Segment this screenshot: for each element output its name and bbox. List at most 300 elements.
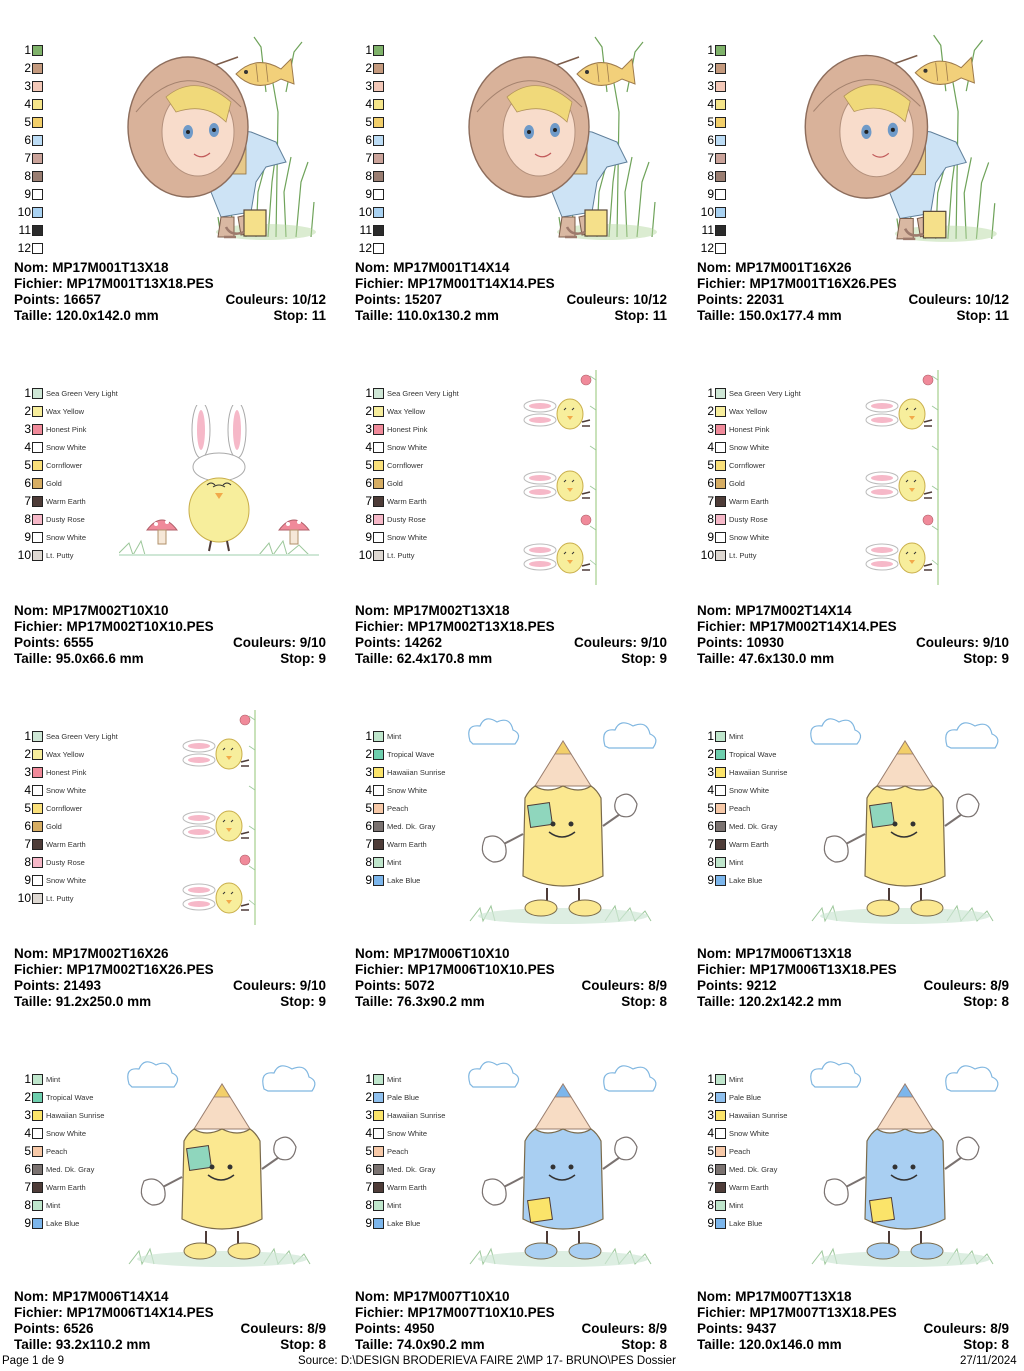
palette-entry xyxy=(14,1124,104,1142)
palette-entry xyxy=(14,77,43,95)
palette-number: 3 xyxy=(24,765,31,779)
palette-number: 1 xyxy=(365,43,372,57)
palette-number: 4 xyxy=(365,440,372,454)
stitch-count: 14262 xyxy=(404,635,443,650)
palette-entry xyxy=(697,95,726,113)
thread-name: Warm Earth xyxy=(387,496,427,506)
palette-entry xyxy=(14,167,43,185)
palette-number: 9 xyxy=(24,873,31,887)
palette-entry xyxy=(697,528,801,546)
color-swatch xyxy=(32,731,43,742)
palette-entry xyxy=(697,1106,787,1124)
design-card xyxy=(14,1051,336,1371)
palette-entry xyxy=(355,492,459,510)
palette-number: 11 xyxy=(701,223,714,237)
design-card xyxy=(355,708,677,1028)
color-swatch xyxy=(715,406,726,417)
design-size: 110.0x130.2 mm xyxy=(396,308,499,323)
palette-number: 7 xyxy=(707,494,714,508)
thread-name: Honest Pink xyxy=(729,424,770,434)
info-row-fichier xyxy=(355,962,667,978)
stop-count: 8 xyxy=(659,1337,667,1352)
palette-entry xyxy=(14,1070,104,1088)
design-name: MP17M002T14X14 xyxy=(735,603,852,618)
color-swatch xyxy=(373,1092,384,1103)
design-name: MP17M002T16X26 xyxy=(52,946,169,961)
design-name: MP17M001T16X26 xyxy=(735,260,852,275)
fichier-label: Fichier: xyxy=(697,1305,750,1320)
info-row-points xyxy=(697,978,1009,994)
color-swatch xyxy=(715,803,726,814)
color-swatch xyxy=(32,1074,43,1085)
thread-name: Hawaiian Sunrise xyxy=(46,1110,105,1120)
stitch-count: 16657 xyxy=(63,292,102,307)
nom-label: Nom: xyxy=(14,946,53,961)
points-label: Points: xyxy=(697,635,747,650)
design-card xyxy=(14,22,336,342)
page-footer xyxy=(0,1355,1024,1370)
thread-name: Pale Blue xyxy=(387,1092,420,1102)
file-name: MP17M002T16X26.PES xyxy=(66,962,214,977)
design-card xyxy=(697,708,1019,1028)
thread-name: Wax Yellow xyxy=(729,406,768,416)
nom-label: Nom: xyxy=(355,260,394,275)
stop-label: Stop: xyxy=(963,1337,1002,1352)
color-count: 9/10 xyxy=(982,635,1009,650)
color-palette xyxy=(355,384,459,564)
design-info xyxy=(355,260,667,324)
palette-entry xyxy=(14,510,118,528)
embroidery-preview xyxy=(797,30,1003,246)
color-swatch xyxy=(32,1164,43,1175)
palette-entry xyxy=(14,1088,104,1106)
color-swatch xyxy=(715,117,726,128)
couleurs-label: Couleurs: xyxy=(581,978,649,993)
points-label: Points: xyxy=(355,1321,405,1336)
points-label: Points: xyxy=(697,978,747,993)
color-count: 8/9 xyxy=(648,978,667,993)
palette-entry xyxy=(355,745,445,763)
info-row-fichier xyxy=(355,619,667,635)
palette-number: 10 xyxy=(17,205,31,219)
thread-name: Mint xyxy=(387,1200,402,1210)
design-size: 95.0x66.6 mm xyxy=(55,651,144,666)
palette-number: 6 xyxy=(707,1162,714,1176)
palette-number: 6 xyxy=(365,1162,372,1176)
color-count: 9/10 xyxy=(640,635,667,650)
color-swatch xyxy=(373,767,384,778)
design-name: MP17M006T13X18 xyxy=(735,946,852,961)
design-size: 120.2x142.2 mm xyxy=(738,994,842,1009)
palette-entry xyxy=(14,1142,104,1160)
color-swatch xyxy=(715,225,726,236)
stitch-count: 21493 xyxy=(63,978,102,993)
palette-entry xyxy=(697,149,726,167)
taille-label: Taille: xyxy=(697,651,739,666)
nom-label: Nom: xyxy=(355,946,394,961)
color-swatch xyxy=(373,207,384,218)
palette-entry xyxy=(14,528,118,546)
design-info xyxy=(14,603,326,667)
palette-number: 4 xyxy=(707,97,714,111)
nom-label: Nom: xyxy=(697,946,736,961)
info-row-fichier xyxy=(697,619,1009,635)
palette-number: 3 xyxy=(365,79,372,93)
fichier-label: Fichier: xyxy=(355,619,408,634)
points-label: Points: xyxy=(697,1321,747,1336)
thread-name: Tropical Wave xyxy=(729,749,777,759)
palette-number: 9 xyxy=(707,873,714,887)
color-palette xyxy=(14,727,118,907)
nom-label: Nom: xyxy=(697,260,736,275)
color-swatch xyxy=(373,496,384,507)
palette-number: 7 xyxy=(24,151,31,165)
info-row-points xyxy=(14,978,326,994)
color-swatch xyxy=(373,785,384,796)
palette-entry xyxy=(697,781,787,799)
palette-number: 10 xyxy=(358,548,372,562)
design-info xyxy=(697,946,1009,1010)
design-card xyxy=(697,365,1019,685)
color-swatch xyxy=(373,81,384,92)
info-row-taille xyxy=(14,1337,326,1353)
palette-number: 8 xyxy=(24,169,31,183)
info-row-points xyxy=(355,635,667,651)
design-name: MP17M001T14X14 xyxy=(393,260,510,275)
palette-number: 6 xyxy=(365,819,372,833)
color-swatch xyxy=(32,1128,43,1139)
palette-entry xyxy=(355,95,384,113)
palette-number: 6 xyxy=(707,476,714,490)
palette-entry xyxy=(697,745,787,763)
palette-entry xyxy=(697,131,726,149)
fichier-label: Fichier: xyxy=(14,962,67,977)
file-name: MP17M002T13X18.PES xyxy=(407,619,555,634)
palette-number: 2 xyxy=(707,61,714,75)
palette-number: 2 xyxy=(24,747,31,761)
design-card xyxy=(697,22,1019,342)
thread-name: Cornflower xyxy=(729,460,766,470)
palette-entry xyxy=(355,763,445,781)
thread-name: Pale Blue xyxy=(729,1092,762,1102)
embroidery-preview xyxy=(179,710,259,925)
couleurs-label: Couleurs: xyxy=(225,292,293,307)
color-count: 8/9 xyxy=(990,1321,1009,1336)
thread-name: Gold xyxy=(46,821,62,831)
palette-entry xyxy=(697,438,801,456)
palette-entry xyxy=(697,727,787,745)
thread-name: Wax Yellow xyxy=(387,406,426,416)
palette-number: 8 xyxy=(365,855,372,869)
thread-name: Snow White xyxy=(46,785,87,795)
info-row-nom xyxy=(14,1289,326,1305)
palette-entry xyxy=(14,727,118,745)
palette-entry xyxy=(355,1178,445,1196)
thread-name: Warm Earth xyxy=(729,496,769,506)
palette-number: 3 xyxy=(707,422,714,436)
palette-number: 11 xyxy=(359,223,372,237)
palette-entry xyxy=(355,1124,445,1142)
thread-name: Hawaiian Sunrise xyxy=(387,767,446,777)
palette-entry xyxy=(14,763,118,781)
palette-entry xyxy=(697,492,801,510)
color-swatch xyxy=(715,857,726,868)
fichier-label: Fichier: xyxy=(697,619,750,634)
palette-entry xyxy=(355,239,384,257)
thread-name: Snow White xyxy=(729,1128,770,1138)
palette-entry xyxy=(697,1088,787,1106)
file-name: MP17M007T13X18.PES xyxy=(749,1305,897,1320)
palette-entry xyxy=(697,77,726,95)
thread-name: Snow White xyxy=(729,532,770,542)
design-name: MP17M007T10X10 xyxy=(393,1289,510,1304)
thread-name: Peach xyxy=(46,1146,68,1156)
palette-number: 7 xyxy=(365,151,372,165)
palette-number: 8 xyxy=(365,512,372,526)
palette-number: 1 xyxy=(365,1072,372,1086)
color-swatch xyxy=(715,207,726,218)
palette-entry xyxy=(14,889,118,907)
file-name: MP17M006T14X14.PES xyxy=(66,1305,214,1320)
palette-number: 1 xyxy=(707,386,714,400)
thread-name: Sea Green Very Light xyxy=(387,388,459,398)
color-palette xyxy=(697,1070,787,1232)
palette-number: 5 xyxy=(707,801,714,815)
stop-count: 11 xyxy=(311,308,326,323)
color-count: 8/9 xyxy=(648,1321,667,1336)
palette-number: 10 xyxy=(17,548,31,562)
palette-entry xyxy=(14,781,118,799)
design-size: 47.6x130.0 mm xyxy=(738,651,835,666)
thread-name: Snow White xyxy=(387,532,428,542)
stop-count: 9 xyxy=(1001,651,1009,666)
palette-entry xyxy=(697,402,801,420)
stop-label: Stop: xyxy=(621,994,660,1009)
stop-count: 8 xyxy=(1001,994,1009,1009)
stitch-count: 4950 xyxy=(404,1321,435,1336)
palette-number: 1 xyxy=(24,43,31,57)
design-size: 74.0x90.2 mm xyxy=(396,1337,485,1352)
embroidery-preview xyxy=(119,405,319,565)
nom-label: Nom: xyxy=(14,260,53,275)
palette-entry xyxy=(355,799,445,817)
palette-number: 2 xyxy=(707,1090,714,1104)
color-swatch xyxy=(373,821,384,832)
palette-entry xyxy=(697,1142,787,1160)
couleurs-label: Couleurs: xyxy=(232,978,300,993)
thread-name: Mint xyxy=(387,857,402,867)
thread-name: Dusty Rose xyxy=(46,514,85,524)
thread-name: Gold xyxy=(387,478,403,488)
fichier-label: Fichier: xyxy=(355,276,408,291)
nom-label: Nom: xyxy=(14,1289,53,1304)
color-palette xyxy=(697,41,726,257)
color-swatch xyxy=(32,857,43,868)
thread-name: Wax Yellow xyxy=(46,406,85,416)
info-row-points xyxy=(14,1321,326,1337)
palette-number: 2 xyxy=(365,1090,372,1104)
stop-label: Stop: xyxy=(280,651,319,666)
thread-name: Dusty Rose xyxy=(729,514,768,524)
palette-entry xyxy=(355,203,384,221)
thread-name: Med. Dk. Gray xyxy=(387,1164,436,1174)
palette-number: 9 xyxy=(365,530,372,544)
info-row-taille xyxy=(355,308,667,324)
thread-name: Gold xyxy=(729,478,745,488)
palette-number: 3 xyxy=(707,79,714,93)
stop-count: 8 xyxy=(659,994,667,1009)
palette-number: 2 xyxy=(365,404,372,418)
stop-count: 8 xyxy=(318,1337,326,1352)
palette-entry xyxy=(14,131,43,149)
thread-name: Snow White xyxy=(46,875,87,885)
stitch-count: 9212 xyxy=(746,978,777,993)
palette-entry xyxy=(14,456,118,474)
design-size: 93.2x110.2 mm xyxy=(55,1337,151,1352)
palette-number: 8 xyxy=(24,1198,31,1212)
color-swatch xyxy=(373,1074,384,1085)
design-card xyxy=(355,365,677,685)
design-info xyxy=(697,603,1009,667)
palette-entry xyxy=(355,1070,445,1088)
palette-number: 1 xyxy=(365,386,372,400)
palette-number: 5 xyxy=(365,1144,372,1158)
thread-name: Warm Earth xyxy=(46,496,86,506)
color-swatch xyxy=(32,207,43,218)
thread-name: Lake Blue xyxy=(729,1218,763,1228)
taille-label: Taille: xyxy=(697,994,739,1009)
palette-entry xyxy=(14,41,43,59)
palette-entry xyxy=(697,835,787,853)
palette-entry xyxy=(355,438,459,456)
palette-entry xyxy=(355,131,384,149)
palette-entry xyxy=(697,456,801,474)
info-row-nom xyxy=(14,603,326,619)
color-swatch xyxy=(715,532,726,543)
design-info xyxy=(697,260,1009,324)
color-swatch xyxy=(32,460,43,471)
palette-entry xyxy=(697,510,801,528)
palette-number: 7 xyxy=(24,494,31,508)
palette-entry xyxy=(697,167,726,185)
design-size: 120.0x142.0 mm xyxy=(55,308,159,323)
palette-number: 10 xyxy=(700,548,714,562)
palette-entry xyxy=(14,799,118,817)
color-swatch xyxy=(715,1092,726,1103)
palette-entry xyxy=(14,853,118,871)
palette-number: 3 xyxy=(365,1108,372,1122)
stitch-count: 5072 xyxy=(404,978,435,993)
color-swatch xyxy=(373,731,384,742)
color-swatch xyxy=(373,153,384,164)
points-label: Points: xyxy=(14,1321,64,1336)
palette-entry xyxy=(697,817,787,835)
thread-name: Med. Dk. Gray xyxy=(46,1164,95,1174)
design-info xyxy=(14,1289,326,1353)
thread-name: Snow White xyxy=(729,442,770,452)
thread-name: Snow White xyxy=(46,1128,87,1138)
info-row-taille xyxy=(697,1337,1009,1353)
color-swatch xyxy=(715,243,726,254)
thread-name: Gold xyxy=(46,478,62,488)
palette-entry xyxy=(355,871,445,889)
color-swatch xyxy=(32,171,43,182)
palette-number: 9 xyxy=(707,187,714,201)
color-swatch xyxy=(715,1164,726,1175)
color-count: 10/12 xyxy=(292,292,326,307)
points-label: Points: xyxy=(14,635,64,650)
palette-number: 2 xyxy=(365,61,372,75)
color-swatch xyxy=(32,821,43,832)
color-swatch xyxy=(373,171,384,182)
palette-number: 5 xyxy=(24,801,31,815)
palette-number: 7 xyxy=(707,837,714,851)
stitch-count: 10930 xyxy=(746,635,785,650)
color-swatch xyxy=(715,460,726,471)
palette-entry xyxy=(697,799,787,817)
palette-number: 4 xyxy=(365,97,372,111)
palette-entry xyxy=(14,835,118,853)
design-name: MP17M006T14X14 xyxy=(52,1289,169,1304)
color-swatch xyxy=(32,532,43,543)
stop-count: 11 xyxy=(652,308,667,323)
fichier-label: Fichier: xyxy=(355,962,408,977)
stop-label: Stop: xyxy=(280,1337,319,1352)
design-name: MP17M006T10X10 xyxy=(393,946,510,961)
embroidery-preview xyxy=(126,32,316,244)
palette-number: 3 xyxy=(365,765,372,779)
palette-entry xyxy=(355,77,384,95)
info-row-taille xyxy=(697,994,1009,1010)
color-swatch xyxy=(373,1128,384,1139)
info-row-fichier xyxy=(697,962,1009,978)
thread-name: Mint xyxy=(729,1074,744,1084)
color-swatch xyxy=(373,1200,384,1211)
palette-number: 3 xyxy=(365,422,372,436)
palette-entry xyxy=(355,1214,445,1232)
color-swatch xyxy=(32,117,43,128)
design-size: 62.4x170.8 mm xyxy=(396,651,493,666)
palette-entry xyxy=(14,745,118,763)
palette-entry xyxy=(355,1106,445,1124)
info-row-fichier xyxy=(14,619,326,635)
palette-number: 9 xyxy=(24,530,31,544)
palette-entry xyxy=(355,384,459,402)
thread-name: Warm Earth xyxy=(729,839,769,849)
thread-name: Snow White xyxy=(46,442,87,452)
palette-entry xyxy=(697,221,726,239)
palette-number: 3 xyxy=(24,1108,31,1122)
color-swatch xyxy=(373,117,384,128)
design-name: MP17M001T13X18 xyxy=(52,260,169,275)
palette-entry xyxy=(355,59,384,77)
palette-entry xyxy=(355,167,384,185)
color-swatch xyxy=(373,63,384,74)
couleurs-label: Couleurs: xyxy=(566,292,634,307)
color-swatch xyxy=(373,406,384,417)
stop-label: Stop: xyxy=(963,994,1002,1009)
palette-number: 5 xyxy=(707,458,714,472)
thread-name: Dusty Rose xyxy=(387,514,426,524)
color-swatch xyxy=(32,1200,43,1211)
color-swatch xyxy=(715,514,726,525)
color-swatch xyxy=(373,243,384,254)
design-info xyxy=(14,260,326,324)
palette-number: 6 xyxy=(365,133,372,147)
palette-entry xyxy=(355,510,459,528)
color-swatch xyxy=(715,99,726,110)
palette-number: 4 xyxy=(24,783,31,797)
